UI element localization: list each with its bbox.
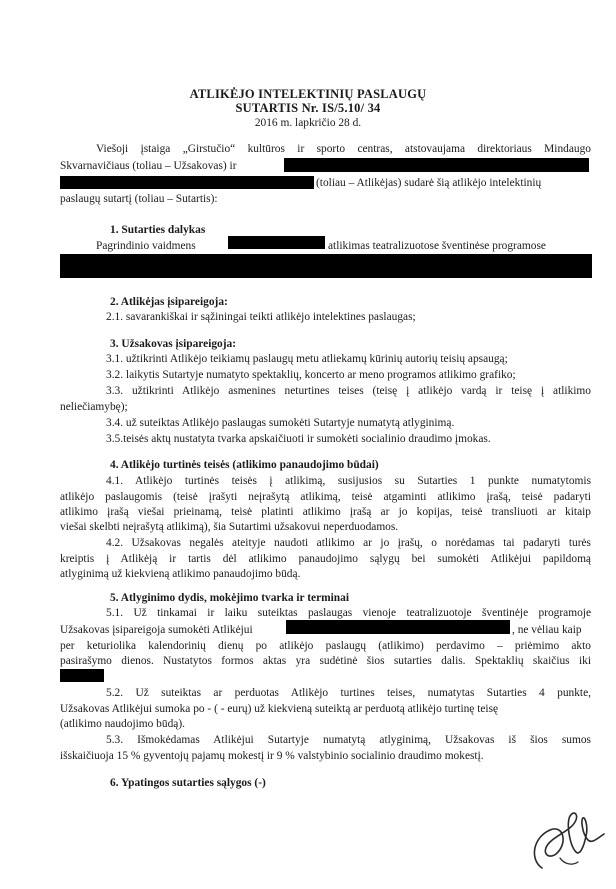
redaction-box <box>286 620 510 634</box>
redaction-box <box>60 254 592 278</box>
section-3-heading: 3. Užsakovas įsipareigoja: <box>110 338 237 350</box>
redaction-box <box>284 158 589 172</box>
section-3-item-1: 3.1. užtikrinti Atlikėjo teikiamų paslaugų metu atliekamų kūrinių autorių teisių apsaugą; <box>106 353 508 365</box>
document-date: 2016 m. lapkričio 28 d. <box>254 117 362 129</box>
section-4-line-5: 4.2. Užsakovas negalės ateityje naudoti atlikimo ar jo įrašų, o norėdamas tai padaryti turės <box>106 537 591 549</box>
redaction-box <box>60 669 104 682</box>
section-3-item-3-cont: neliečiamybę); <box>60 401 128 413</box>
section-4-heading: 4. Atlikėjo turtinės teisės (atlikimo panaudojimo būdai) <box>110 459 379 471</box>
section-5-line-4: pasirašymo dienos. Nustatytos formos aktas yra sudėtinė šios sutarties dalis. Spektaklių skaičius iki <box>60 655 591 667</box>
section-5-line-5: 5.2. Už suteiktas ar perduotas Atlikėjo turtines teises, numatytas Sutarties 4 punkte, <box>106 687 591 699</box>
section-4-line-3: atlikimo įrašą viešai prieinamą, teisė platinti atlikimo įrašą ar jo kopijas, teisė transliuoti ar kitaip <box>60 506 591 518</box>
section-5-line-2b: , ne vėliau kaip <box>512 624 582 636</box>
section-5-heading: 5. Atlyginimo dydis, mokėjimo tvarka ir terminai <box>110 592 349 604</box>
section-1-text-b: atlikimas teatralizuotose šventinėse programose <box>328 240 546 252</box>
section-1-heading: 1. Sutarties dalykas <box>110 224 206 236</box>
section-5-line-2a: Užsakovas įsipareigoja sumokėti Atlikėjui <box>60 624 253 636</box>
section-4-line-6: kreiptis į Atlikėją ir tartis dėl atlikimo panaudojimo sąlygų bei sumokėti Atlikėjui papildomą <box>60 553 591 565</box>
handwritten-signature <box>520 800 610 875</box>
intro-line-1: Viešoji įstaiga „Girstučio“ kultūros ir sporto centras, atstovaujama direktoriaus Mindaugo <box>96 143 591 155</box>
section-5-line-7: (atlikimo naudojimo būdą). <box>60 718 185 730</box>
intro-line-2: Skvarnavičiaus (toliau – Užsakovas) ir <box>60 160 237 172</box>
section-3-item-5: 3.5.teisės aktų nustatyta tvarka apskaičiuoti ir sumokėti socialinio draudimo įmokas. <box>106 433 491 445</box>
section-3-item-4: 3.4. už suteiktas Atlikėjo paslaugas sumokėti Sutartyje numatytą atlyginimą. <box>106 417 455 429</box>
section-5-line-3: per keturiolika kalendorinių dienų po atlikėjo paslaugų (atlikimo) perdavimo – priėmimo akto <box>60 640 591 652</box>
redaction-box <box>60 176 314 189</box>
redaction-box <box>228 236 325 249</box>
section-1-text-a: Pagrindinio vaidmens <box>96 240 196 252</box>
section-5-line-1: 5.1. Už tinkamai ir laiku suteiktas paslaugas vienoje teatralizuotoje šventinėje programoje <box>106 607 591 619</box>
intro-line-4: paslaugų sutartį (toliau – Sutartis): <box>60 193 218 205</box>
section-3-item-2: 3.2. laikytis Sutartyje numatyto spektaklių, koncerto ar meno programos atlikimo grafiko; <box>106 369 516 381</box>
section-4-line-2: atlikėjo paslaugomis (teisė įrašyti neįrašytą atlikimą, teisė atgaminti atlikimo įrašą, teisė padaryti <box>60 491 591 503</box>
section-6-heading: 6. Ypatingos sutarties sąlygos (-) <box>110 777 266 789</box>
intro-line-3: (toliau – Atlikėjas) sudarė šią atlikėjo intelektinių <box>316 177 542 189</box>
document-title-line1: ATLIKĖJO INTELEKTINIŲ PASLAUGŲ <box>189 87 427 101</box>
section-4-line-7: atlyginimą už kiekvieną atlikimo panaudojimo būdą. <box>60 568 301 580</box>
section-5-line-9: išskaičiuoja 15 % gyventojų pajamų mokestį ir 9 % valstybinio socialinio draudimo mokestį. <box>60 750 484 762</box>
section-5-line-8: 5.3. Išmokėdamas Atlikėjui Sutartyje numatytą atlyginimą, Užsakovas iš šios sumos <box>106 734 591 746</box>
section-2-heading: 2. Atlikėjas įsipareigoja: <box>110 296 228 308</box>
section-3-item-3: 3.3. užtikrinti Atlikėjo asmenines neturtines teises (teisę į atlikėjo vardą ir teisę į atlikimo <box>106 385 591 397</box>
section-4-line-1: 4.1. Atlikėjo turtinės teisės į atlikimą, susijusios su Sutarties 1 punkte numatytomis <box>106 475 591 487</box>
section-5-line-6: Užsakovas Atlikėjui sumoka po - ( - eurų) už kiekvieną suteiktą ar perduotą atlikėjo turtinę teisę <box>60 703 499 715</box>
document-title-line2: SUTARTIS Nr. IS/5.10/ 34 <box>235 101 381 115</box>
section-4-line-4: viešai skelbti neįrašytą atlikimą), šia Sutartimi užsakovui neperduodamos. <box>60 521 399 533</box>
section-2-item-1: 2.1. savarankiškai ir sąžiningai teikti atlikėjo intelektines paslaugas; <box>106 311 416 323</box>
